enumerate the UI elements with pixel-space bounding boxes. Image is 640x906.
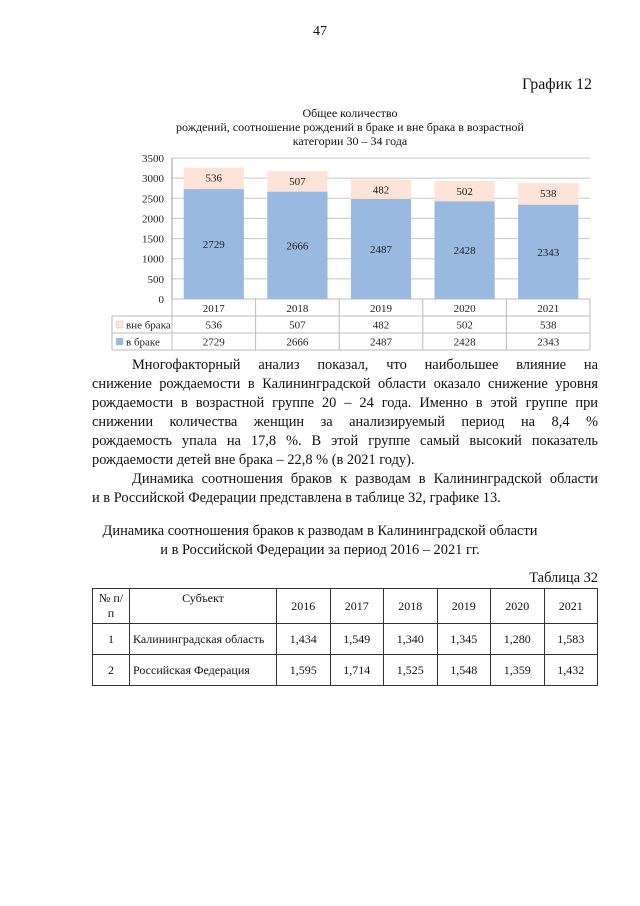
- y-tick-label: 500: [147, 273, 164, 286]
- header-subject: Субъект: [130, 589, 277, 624]
- row-subject: Калининградская область: [130, 624, 277, 655]
- bar-data-label: 2428: [453, 245, 476, 258]
- paragraph-1-line-6: рождаемости детей вне брака – 22,8 % (в 2021 году).: [92, 452, 415, 468]
- y-tick-label: 0: [158, 294, 164, 306]
- row-value: 1,549: [330, 624, 384, 655]
- data-table-value: 482: [372, 319, 390, 332]
- row-value: 1,432: [544, 655, 598, 686]
- paragraph-1-line-1: Многофакторный анализ показал, что наибольшее влияние на: [132, 357, 598, 373]
- header-num: № п/п: [93, 589, 130, 624]
- row-value: 1,280: [491, 624, 545, 655]
- bar-data-label: 507: [289, 176, 306, 189]
- chart-title-line-3: категории 30 – 34 года: [292, 134, 408, 148]
- data-table-value: 536: [205, 319, 223, 332]
- legend-swatch: [116, 338, 123, 345]
- data-table-value: 2428: [453, 336, 476, 349]
- header-year: 2016: [277, 589, 331, 624]
- data-table-value: 502: [456, 319, 473, 332]
- table-caption: Таблица 32: [529, 570, 598, 586]
- data-table-value: 2487: [370, 336, 392, 349]
- ratio-table: [92, 588, 598, 686]
- figure-caption: График 12: [521, 76, 592, 93]
- row-num: 2: [93, 655, 130, 686]
- row-value: 1,595: [277, 655, 331, 686]
- chart-title-line-2: рождений, соотношение рождений в браке и вне брака в возрастной: [176, 120, 524, 134]
- legend-label: вне брака: [126, 319, 171, 332]
- table-title-line-2: и в Российской Федерации за период 2016 – 2021 гг.: [160, 542, 480, 558]
- y-tick-label: 2000: [142, 213, 164, 226]
- y-tick-label: 2500: [142, 193, 164, 206]
- x-tick-label: 2017: [202, 303, 225, 315]
- table-header-row: [93, 589, 598, 624]
- header-year: 2021: [544, 589, 598, 624]
- bar-data-label: 536: [205, 172, 223, 185]
- chart-title-line-1: Общее количество: [302, 106, 398, 120]
- row-value: 1,345: [437, 624, 491, 655]
- row-subject: Российская Федерация: [130, 655, 277, 686]
- paragraph-2-line-1: Динамика соотношения браков к разводам в Калининградской области: [132, 471, 598, 487]
- legend-label: в браке: [126, 336, 160, 349]
- data-table-value: 2343: [537, 336, 560, 349]
- bar-data-label: 2729: [202, 239, 225, 252]
- bar-data-label: 538: [539, 187, 557, 200]
- stacked-bar-chart: [0, 150, 640, 360]
- paragraph-2-line-2: и в Российской Федерации представлена в таблице 32, графике 13.: [92, 490, 501, 506]
- bar-data-label: 2343: [537, 246, 560, 259]
- bar-data-label: 502: [456, 185, 473, 198]
- row-value: 1,583: [544, 624, 598, 655]
- header-year: 2020: [491, 589, 545, 624]
- data-table-value: 507: [289, 319, 306, 332]
- y-tick-label: 3500: [142, 153, 164, 165]
- table-row: [93, 624, 598, 655]
- y-tick-label: 3000: [142, 173, 164, 186]
- bar-data-label: 482: [372, 184, 390, 197]
- header-year: 2018: [384, 589, 438, 624]
- paragraph-1-line-2: снижение рождаемости в Калининградской области оказало снижение уровня: [92, 376, 598, 392]
- paragraph-1-line-5: рождаемость упала на 17,8 %. В этой группе самый высокий показатель: [92, 433, 598, 449]
- row-num: 1: [93, 624, 130, 655]
- legend-swatch: [116, 321, 123, 328]
- header-year: 2019: [437, 589, 491, 624]
- row-value: 1,525: [384, 655, 438, 686]
- data-table-value: 538: [539, 319, 557, 332]
- table-row: [93, 655, 598, 686]
- row-value: 1,434: [277, 624, 331, 655]
- bar-data-label: 2666: [286, 240, 309, 253]
- header-year: 2017: [330, 589, 384, 624]
- y-tick-label: 1500: [142, 233, 164, 246]
- x-tick-label: 2018: [286, 303, 309, 315]
- bar-data-label: 2487: [370, 243, 392, 256]
- paragraph-1-line-3: рождаемости в возрастной группе 20 – 24 года. Именно в этой группе при: [92, 395, 598, 411]
- data-table-value: 2666: [286, 336, 309, 349]
- x-tick-label: 2021: [537, 303, 560, 315]
- y-tick-label: 1000: [142, 253, 164, 266]
- page-number: 47: [313, 24, 327, 39]
- x-tick-label: 2020: [453, 303, 476, 315]
- table-title-line-1: Динамика соотношения браков к разводам в Калининградской области: [102, 523, 538, 539]
- row-value: 1,548: [437, 655, 491, 686]
- row-value: 1,340: [384, 624, 438, 655]
- row-value: 1,714: [330, 655, 384, 686]
- data-table-value: 2729: [202, 336, 225, 349]
- paragraph-1-line-4: снижении количества женщин за анализируемый период на 8,4 %: [92, 414, 598, 430]
- x-tick-label: 2019: [370, 303, 392, 315]
- row-value: 1,359: [491, 655, 545, 686]
